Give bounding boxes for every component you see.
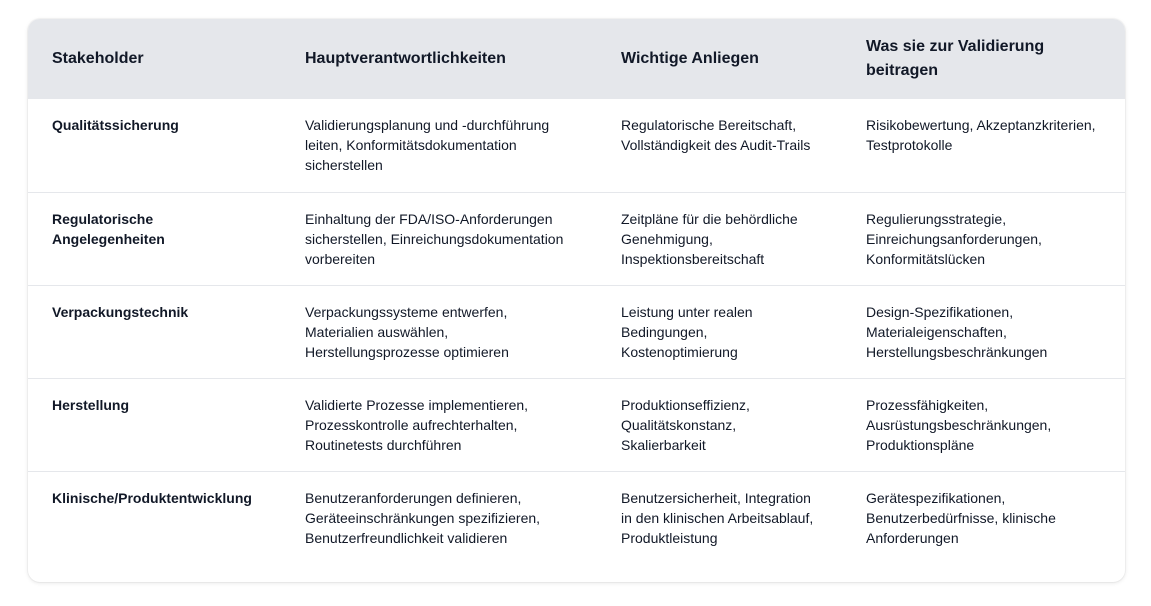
cell-concerns: Produktionseffizienz, Qualitätskonstanz, Skalierbarkeit: [621, 396, 750, 453]
cell-stakeholder: Verpackungstechnik: [52, 303, 189, 320]
table-row: [28, 285, 1125, 378]
cell-stakeholder: Klinische/Produktentwicklung: [52, 489, 252, 506]
cell-contributions: Risikobewertung, Akzeptanzkriterien, Testprotokolle: [866, 117, 1096, 153]
table-row: [28, 378, 1125, 471]
cell-contributions: Prozessfähigkeiten, Ausrüstungsbeschränkungen, Produktionspläne: [866, 396, 1052, 453]
stakeholder-table-card: [28, 19, 1125, 582]
cell-concerns: Leistung unter realen Bedingungen, Kostenoptimierung: [621, 303, 753, 360]
cell-responsibilities: Validierungsplanung und -durchführung leiten, Konformitätsdokumentation sicherstellen: [305, 117, 550, 173]
cell-concerns: Benutzersicherheit, Integration in den klinischen Arbeitsablauf, Produktleistung: [621, 489, 814, 546]
cell-stakeholder: Qualitätssicherung: [52, 117, 179, 133]
cell-stakeholder: Herstellung: [52, 396, 130, 413]
cell-responsibilities: Benutzeranforderungen definieren, Geräteeinschränkungen spezifizieren, Benutzerfreundlichkeit validieren: [305, 489, 541, 546]
cell-responsibilities: Einhaltung der FDA/ISO-Anforderungen sicherstellen, Einreichungsdokumentation vorbereiten: [305, 210, 564, 267]
table-body: [28, 99, 1125, 582]
cell-stakeholder: Regulatorische Angelegenheiten: [52, 210, 165, 247]
header-concerns: Wichtige Anliegen: [621, 50, 759, 67]
cell-concerns: Regulatorische Bereitschaft, Vollständigkeit des Audit-Trails: [621, 117, 811, 153]
cell-contributions: Gerätespezifikationen, Benutzerbedürfnisse, klinische Anforderungen: [866, 489, 1056, 546]
header-stakeholder: Stakeholder: [52, 50, 144, 67]
header-row: [28, 19, 1125, 99]
header-contributions: Was sie zur Validierung beitragen: [866, 38, 1045, 79]
cell-concerns: Zeitpläne für die behördliche Genehmigung, Inspektionsbereitschaft: [621, 210, 798, 267]
table-row: [28, 471, 1125, 582]
stakeholder-table: [28, 19, 1125, 582]
cell-contributions: Design-Spezifikationen, Materialeigenschaften, Herstellungsbeschränkungen: [866, 303, 1048, 360]
table-header: [28, 19, 1125, 99]
header-responsibilities: Hauptverantwortlichkeiten: [305, 50, 506, 67]
table-row: [28, 99, 1125, 192]
cell-responsibilities: Verpackungssysteme entwerfen, Materialien auswählen, Herstellungsprozesse optimieren: [305, 303, 509, 360]
cell-responsibilities: Validierte Prozesse implementieren, Prozesskontrolle aufrechterhalten, Routinetests durchführen: [305, 396, 529, 453]
table-row: [28, 192, 1125, 285]
cell-contributions: Regulierungsstrategie, Einreichungsanforderungen, Konformitätslücken: [866, 210, 1042, 267]
